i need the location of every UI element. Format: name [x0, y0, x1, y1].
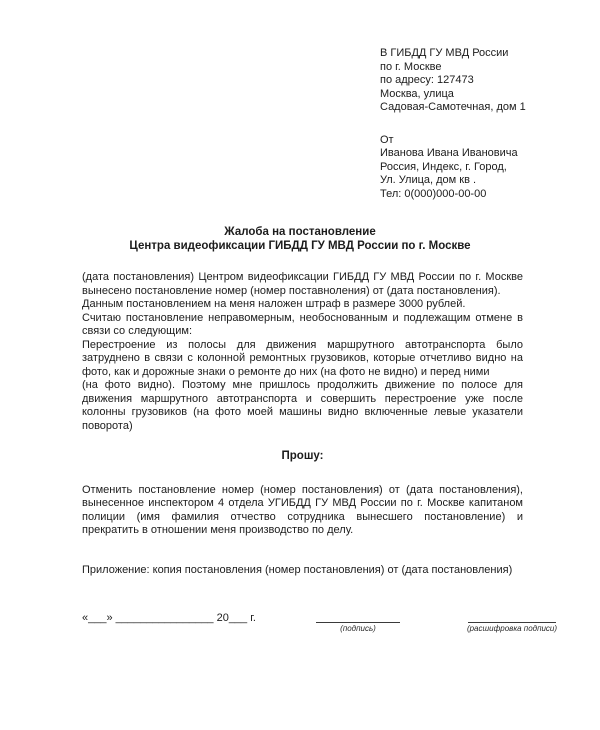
recipient-line: по г. Москве [380, 60, 442, 73]
document-title [0, 225, 600, 253]
recipient-line: Москва, улица [380, 87, 454, 100]
body-line: (дата постановления) Центром видеофиксации ГИБДД ГУ МВД России по г. Москве [82, 271, 523, 283]
body-line: колонны грузовиков (на фото моей машины видно включенные левые указатели [82, 406, 523, 418]
sender-line: Ул. Улица, дом кв . [380, 174, 477, 186]
request-line: Отменить постановление номер (номер постановления) от (дата постановления), [82, 483, 523, 496]
body-line: Считаю постановление неправомерным, необоснованным и подлежащим отмене в [82, 311, 523, 324]
document-title-line2: Центра видеофиксации ГИБДД ГУ МВД России по г. Москве [129, 240, 471, 252]
sender-line: Россия, Индекс, г. Город, [380, 160, 507, 173]
signature-field [310, 612, 406, 634]
date-blank-field: «___» ________________ 20___ г. [82, 612, 256, 624]
recipient-line: В ГИБДД ГУ МВД России [380, 47, 509, 59]
request-heading: Прошу: [281, 450, 324, 462]
recipient-line: по адресу: 127473 [380, 74, 474, 86]
recipient-block [380, 47, 580, 115]
body-line: (на фото видно). Поэтому мне пришлось продолжить движение по полосе для [82, 379, 523, 391]
signature-caption: (подпись) [340, 624, 376, 633]
document-content [82, 271, 558, 654]
request-line: прекратить в отношении меня производство по делу. [82, 524, 354, 536]
signature-transcript-field [462, 612, 562, 634]
request-line: вынесенное инспектором 4 отдела УГИБДД ГУ МВД России по г. Москве капитаном [82, 497, 523, 509]
body-line: движения маршрутного автотранспорта и совершить перестроение уже после [82, 392, 523, 405]
body-line: затруднено в связи с колонной ремонтных грузовиков, которые отчетливо видно на [82, 352, 523, 364]
body-line: связи со следующим: [82, 325, 192, 337]
body-line: Перестроение из полосы для движения маршрутного автотранспорта было [82, 338, 523, 351]
signature-transcript-caption: (расшифровка подписи) [466, 624, 558, 633]
recipient-line: Садовая-Самотечная, дом 1 [380, 101, 526, 113]
sender-line: От [380, 133, 394, 146]
body-line: фото, как и дорожные знаки о ремонте до них (на фото не видно) и перед ними [82, 365, 490, 378]
signature-row [82, 612, 558, 654]
complaint-body [82, 271, 523, 433]
sender-line: Тел: 0(000)000-00-00 [380, 187, 487, 200]
body-line: вынесено постановление номер (номер поставноления) от (дата постановления). [82, 284, 501, 297]
request-line: полиции (имя фамилия отчество сотрудника вынесшего постановление) и [82, 510, 523, 523]
signature-transcript-rule [468, 612, 556, 623]
attachment-line: Приложение: копия постановления (номер постановления) от (дата постановления) [82, 563, 513, 576]
document-title-line1: Жалоба на постановление [224, 226, 376, 238]
sender-line: Иванова Ивана Ивановича [380, 147, 518, 159]
sender-block [380, 134, 580, 202]
body-line: поворота) [82, 419, 133, 432]
request-body [82, 484, 523, 538]
body-line: Данным постановлением на меня наложен штраф в размере 3000 рублей. [82, 298, 466, 310]
signature-rule [316, 612, 400, 623]
